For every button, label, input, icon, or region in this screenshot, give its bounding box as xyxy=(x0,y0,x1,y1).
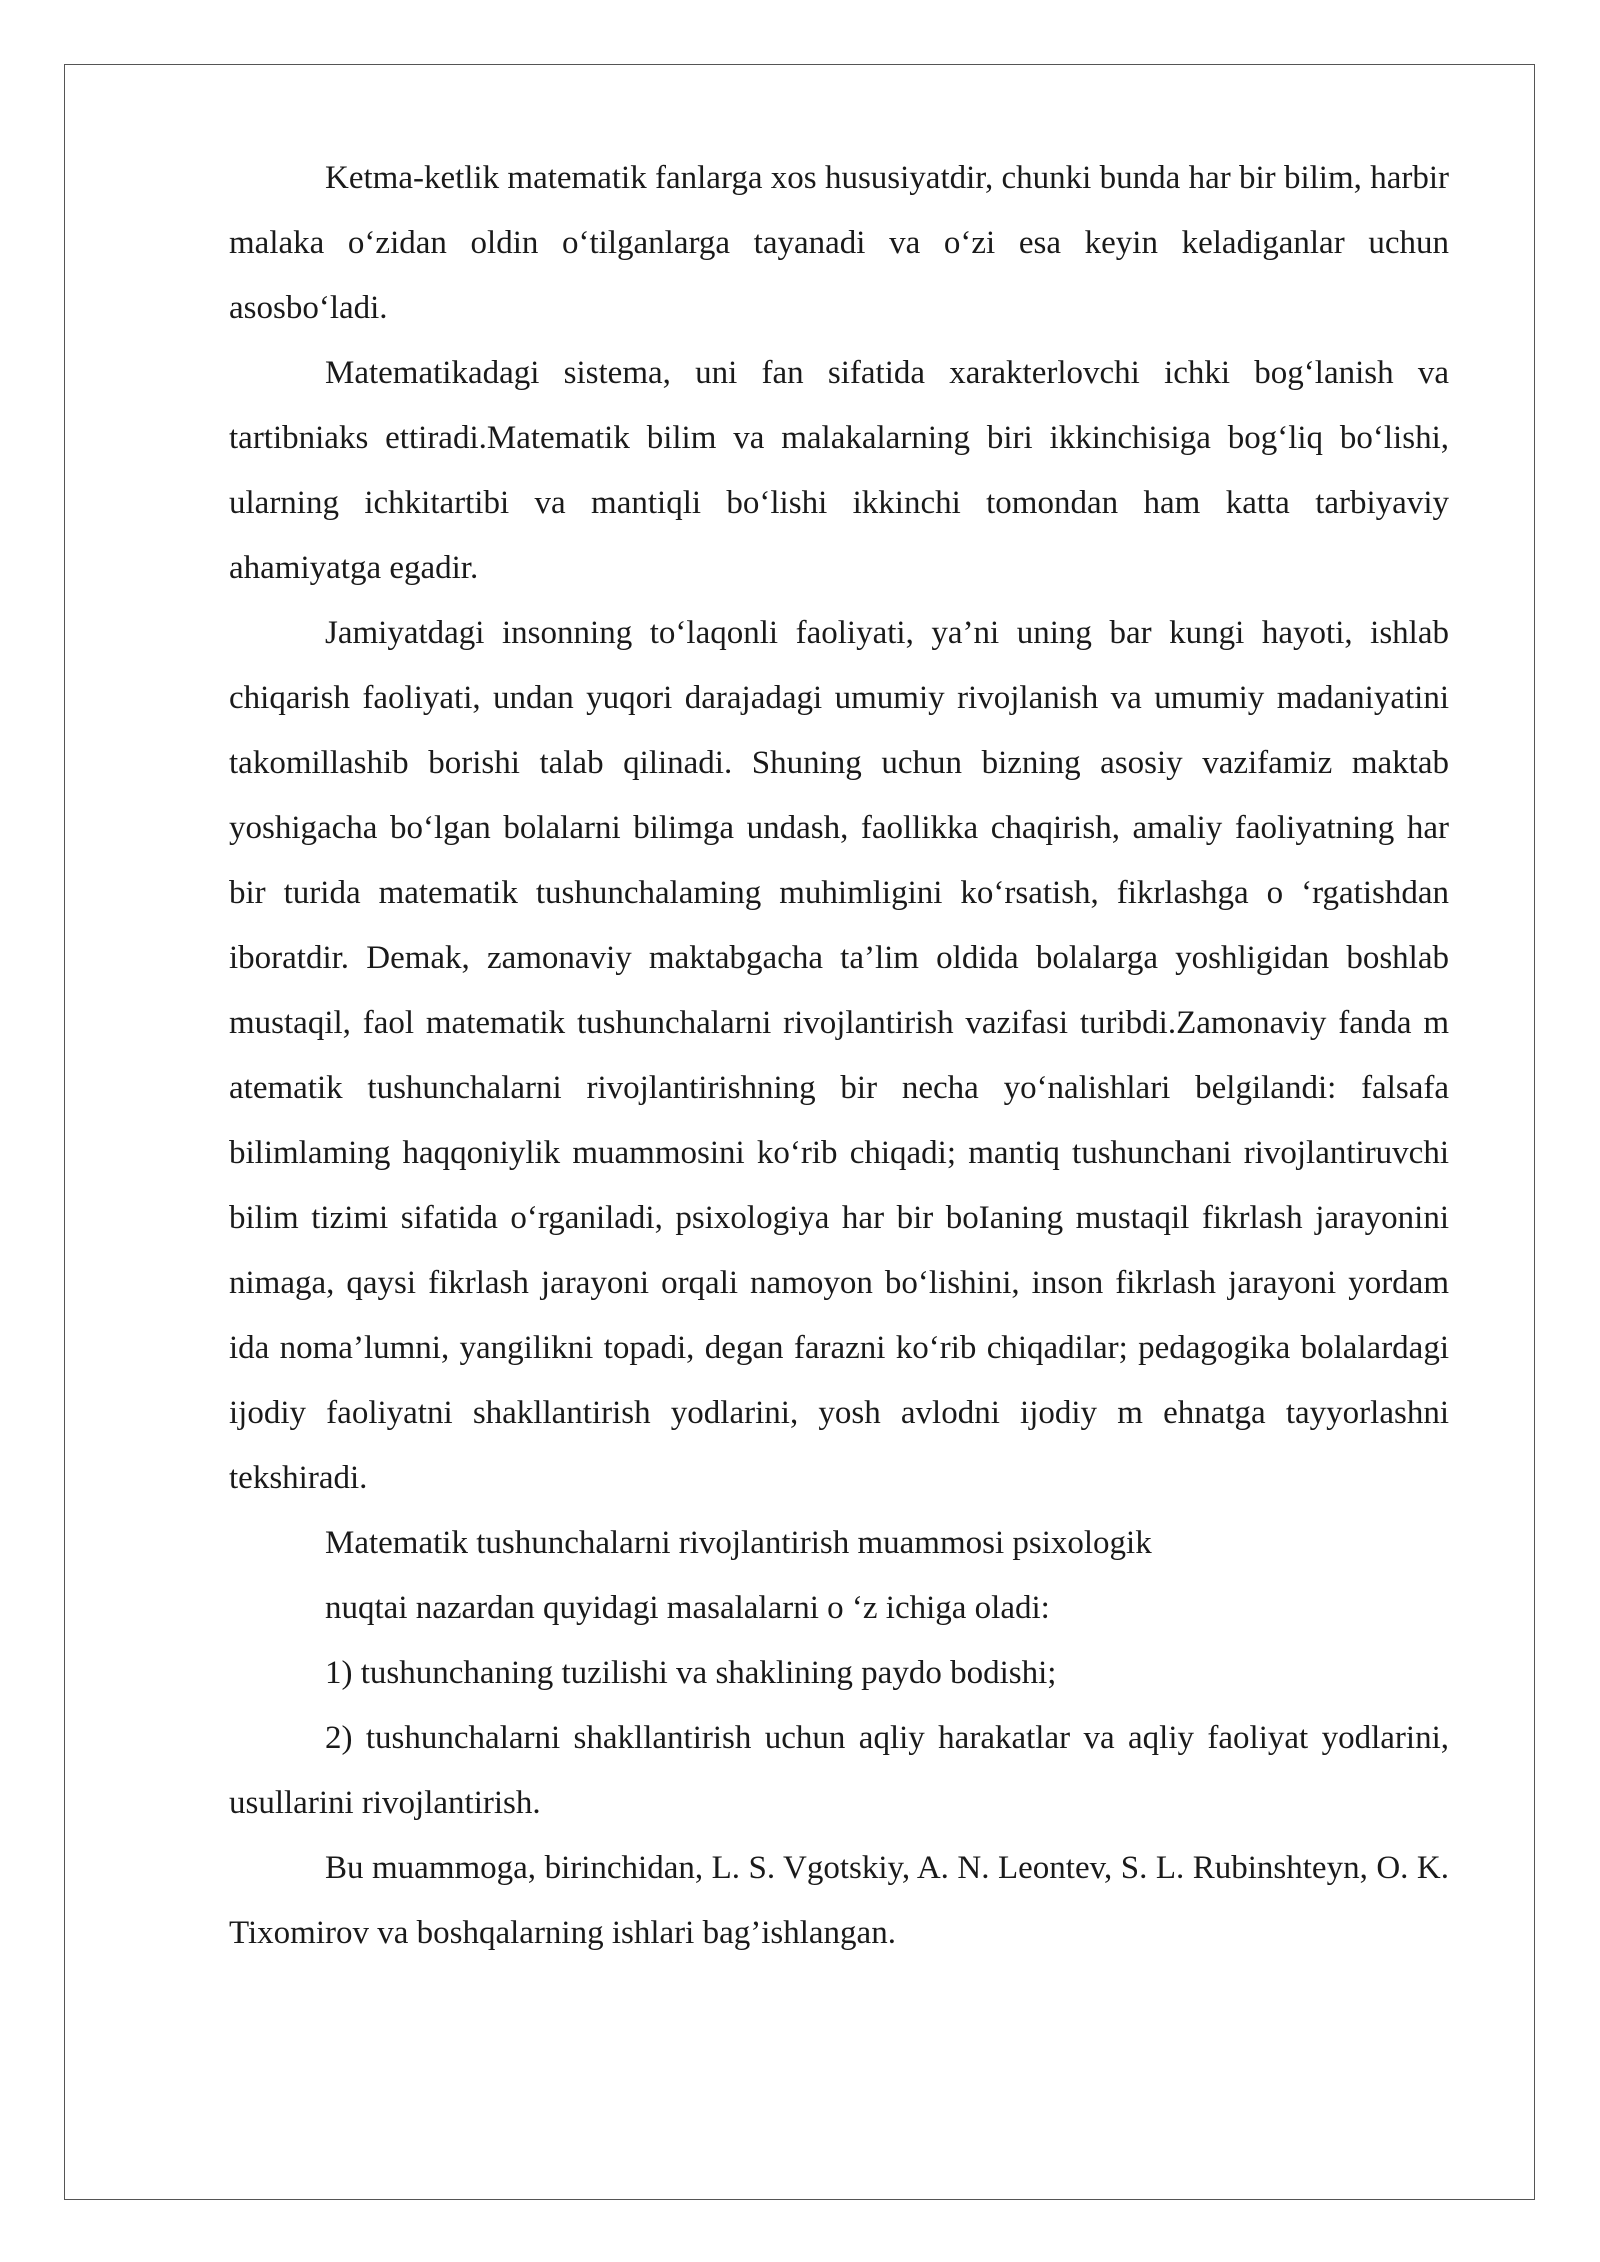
paragraph-problem-continued: nuqtai nazardan quyidagi masalalarni o ‘z ichiga oladi: xyxy=(325,1590,1050,1626)
paragraph-sequence: Ketma-ketlik matematik fanlarga xos hususiyatdir, chunki bunda har bir bilim, harbir malaka o‘zidan oldin o‘tilganlarga tayanadi va o‘zi esa keyin keladiganlar uchun asosbo‘ladi. xyxy=(229,160,1449,326)
paragraph-society: Jamiyatdagi insonning to‘laqonli faoliyati, ya’ni uning bar kungi hayoti, ishlab chiqarish faoliyati, undan yuqori darajadagi umumiy rivojlanish va umumiy madaniyatini takomillashib borishi talab qilinadi. Shuning uchun bizning asosiy vazifamiz maktab yoshigacha bo‘lgan bolalarni bilimga undash, faollikka chaqirish, amaliy faoliyatning har bir turida matematik tushunchalaming muhimligini ko‘rsatish, fikrlashga o ‘rgatishdan iboratdir. Demak, zamonaviy maktabgacha ta’lim oldida bolalarga yoshligidan boshlab mustaqil, faol matematik tushunchalarni rivojlantirish vazifasi turibdi.Zamonaviy fanda m atematik tushunchalarni rivojlantirishning bir necha yo‘nalishlari belgilandi: falsafa bilimlaming haqqoniylik muammosini ko‘rib chiqadi; mantiq tushunchani rivojlantiruvchi bilim tizimi sifatida o‘rganiladi, psixologiya har bir boIaning mustaqil fikrlash jarayonini nimaga, qaysi fikrlash jarayoni orqali namoyon bo‘lishini, inson fikrlash jarayoni yordam ida noma’lumni, yangilikni topadi, degan farazni ko‘rib chiqadilar; pedagogika bolalardagi ijodiy faoliyatni shakllantirish yodlarini, yosh avlodni ijodiy m ehnatga tayyorlashni tekshiradi. xyxy=(229,615,1449,1496)
document-body xyxy=(229,146,1449,1966)
list-item-1: 1) tushunchaning tuzilishi va shaklining paydo bodishi; xyxy=(325,1655,1057,1691)
paragraph-problem-intro: Matematik tushunchalarni rivojlantirish muammosi psixologik xyxy=(325,1525,1152,1561)
list-item-2: 2) tushunchalarni shakllantirish uchun aqliy harakatlar va aqliy faoliyat yodlarini, usullarini rivojlantirish. xyxy=(229,1720,1449,1821)
paragraph-system: Matematikadagi sistema, uni fan sifatida xarakterlovchi ichki bog‘lanish va tartibniaks ettiradi.Matematik bilim va malakalarning biri ikkinchisiga bog‘liq bo‘lishi, ularning ichkitartibi va mantiqli bo‘lishi ikkinchi tomondan ham katta tarbiyaviy ahamiyatga egadir. xyxy=(229,355,1449,586)
paragraph-authors: Bu muammoga, birinchidan, L. S. Vgotskiy, A. N. Leontev, S. L. Rubinshteyn, O. K. Tixomirov va boshqalarning ishlari bag’ishlangan. xyxy=(229,1850,1449,1951)
